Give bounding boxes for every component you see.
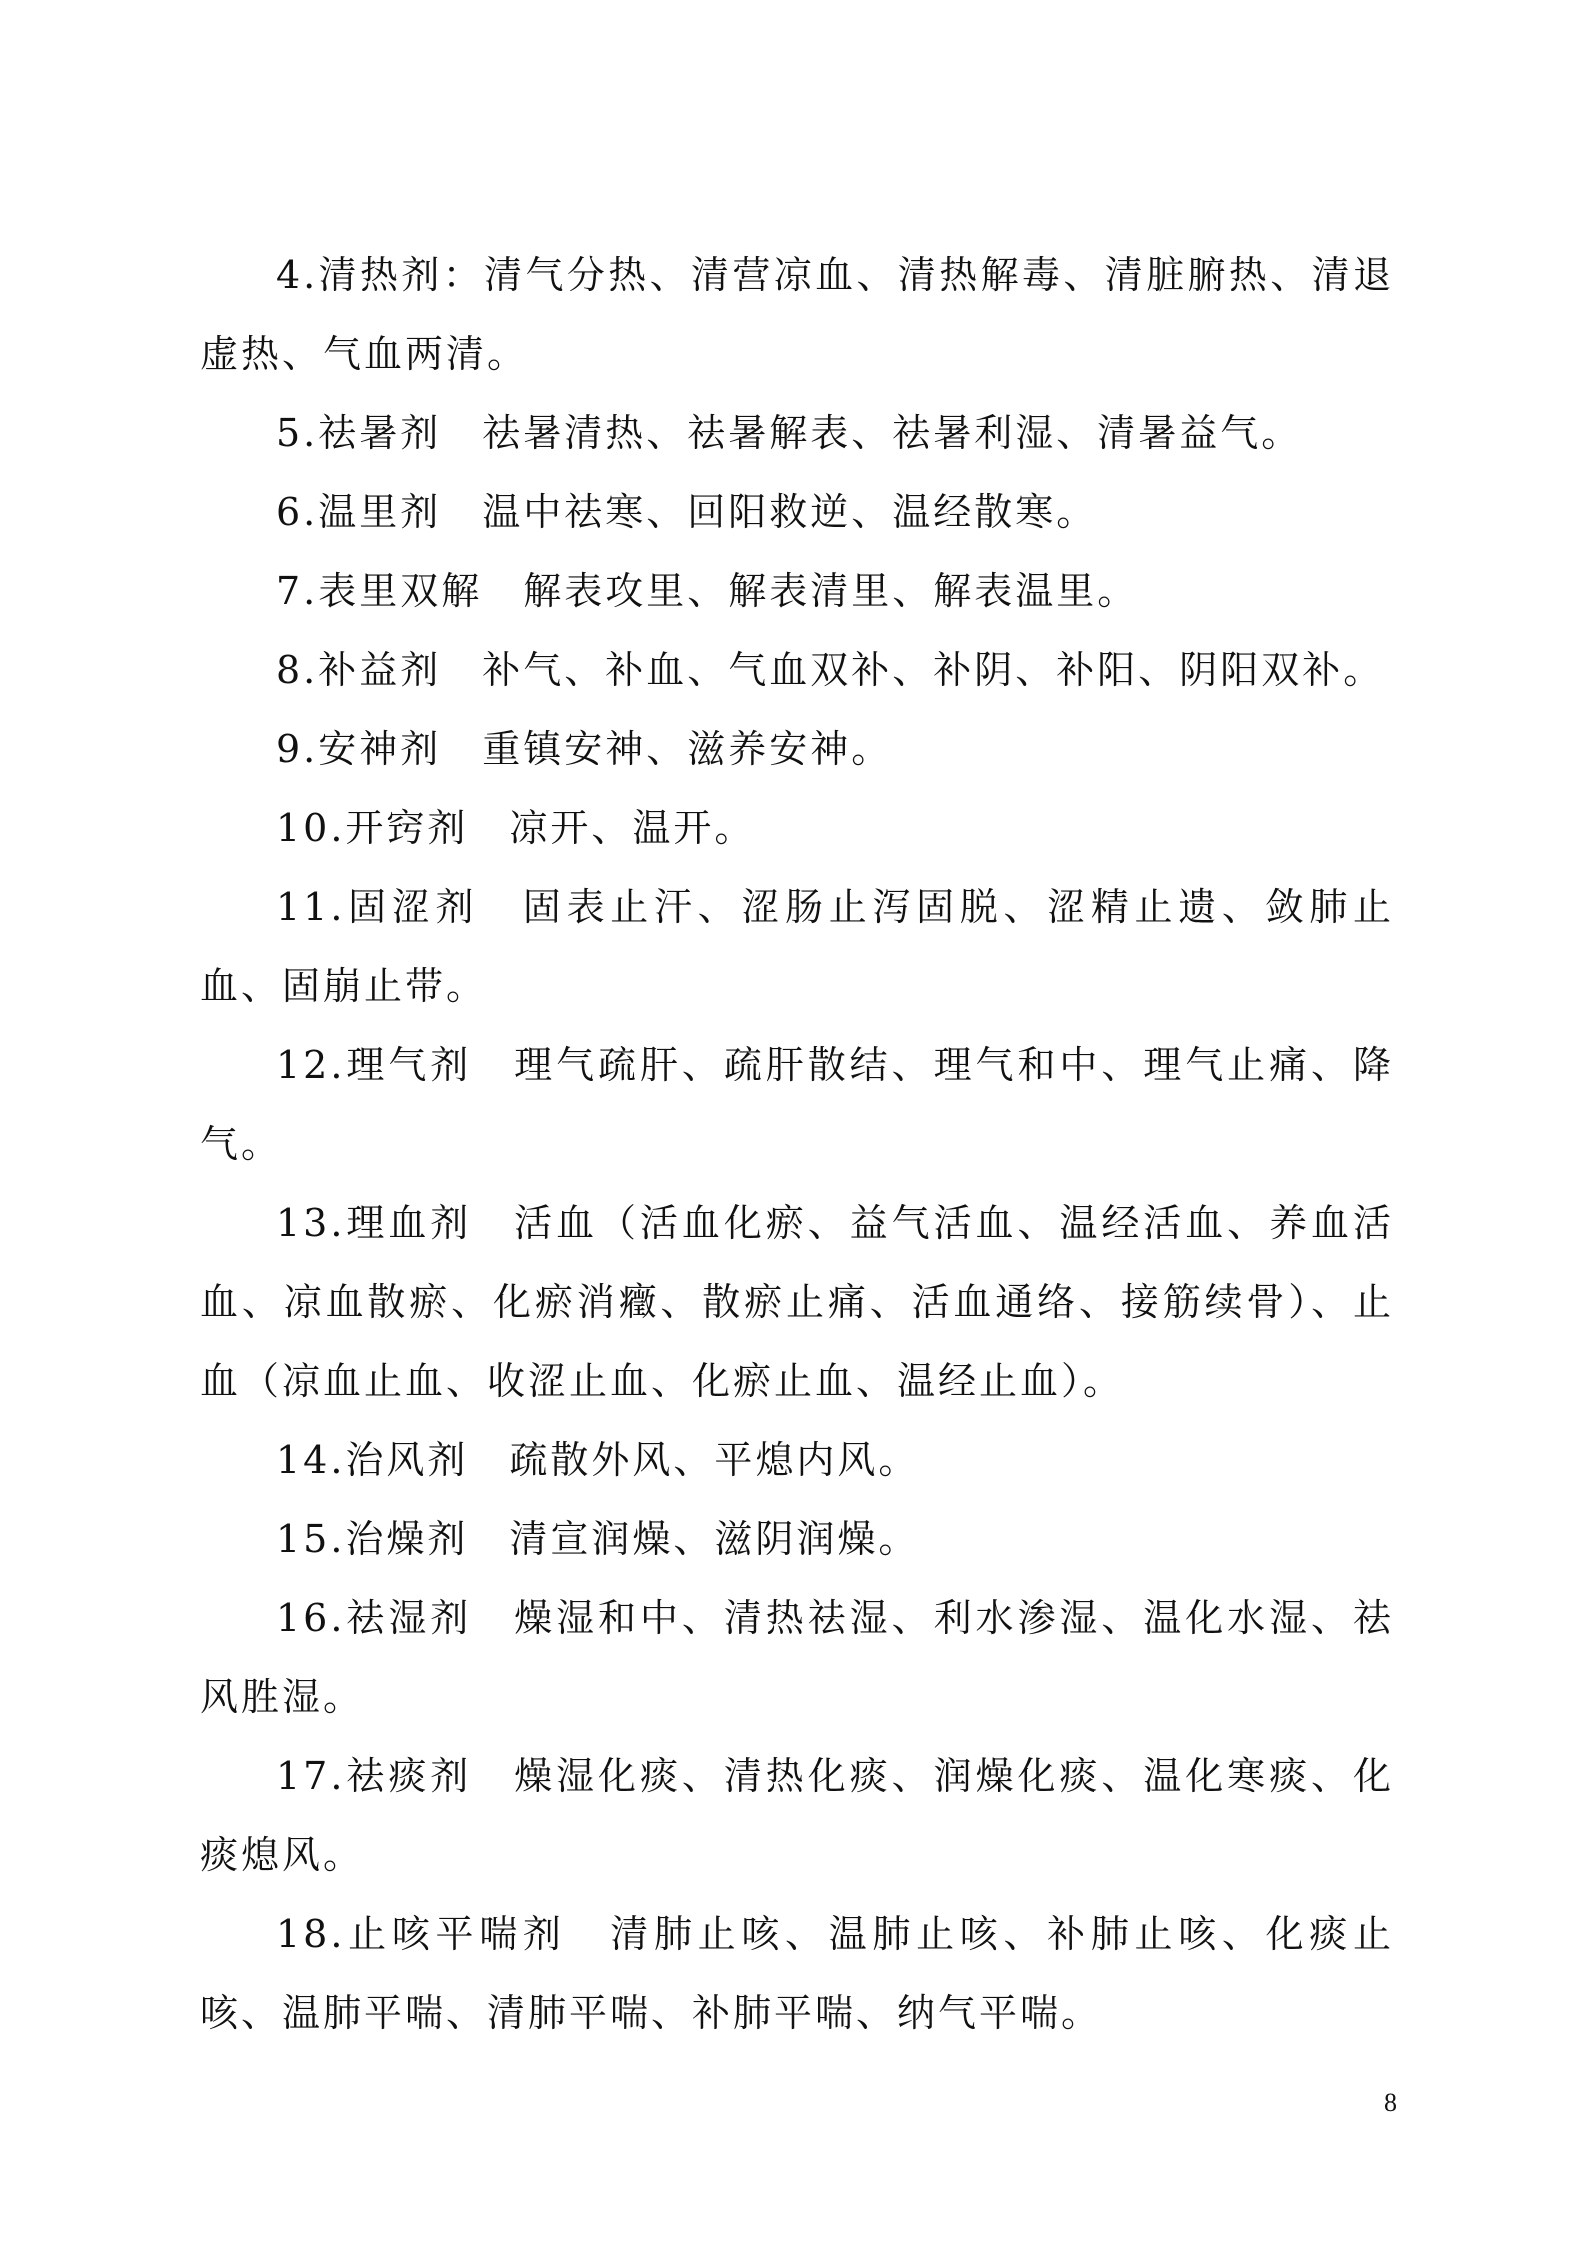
- paragraph-16: 16.祛湿剂 燥湿和中、清热祛湿、利水渗湿、温化水湿、祛风胜湿。: [200, 1596, 1394, 1719]
- page-number: 8: [1384, 2088, 1397, 2117]
- paragraph-9: 9.安神剂 重镇安神、滋养安神。: [276, 727, 893, 771]
- paragraph-14: 14.治风剂 疏散外风、平熄内风。: [276, 1438, 920, 1482]
- paragraph-10: 10.开窍剂 凉开、温开。: [276, 806, 756, 850]
- paragraph-15: 15.治燥剂 清宣润燥、滋阴润燥。: [276, 1517, 920, 1561]
- paragraph-13: 13.理血剂 活血（活血化瘀、益气活血、温经活血、养血活血、凉血散瘀、化瘀消癥、散瘀止痛、活血通络、接筋续骨）、止血（凉血止血、收涩止血、化瘀止血、温经止血）。: [200, 1201, 1394, 1403]
- paragraph-18: 18.止咳平喘剂 清肺止咳、温肺止咳、补肺止咳、化痰止咳、温肺平喘、清肺平喘、补肺平喘、纳气平喘。: [200, 1912, 1394, 2035]
- paragraph-6: 6.温里剂 温中祛寒、回阳救逆、温经散寒。: [276, 490, 1098, 534]
- paragraph-4: 4.清热剂：清气分热、清营凉血、清热解毒、清脏腑热、清退虚热、气血两清。: [200, 253, 1394, 376]
- paragraph-12: 12.理气剂 理气疏肝、疏肝散结、理气和中、理气止痛、降气。: [200, 1043, 1394, 1166]
- paragraph-5: 5.祛暑剂 祛暑清热、祛暑解表、祛暑利湿、清暑益气。: [276, 411, 1303, 455]
- paragraph-8: 8.补益剂 补气、补血、气血双补、补阴、补阳、阴阳双补。: [276, 648, 1385, 692]
- paragraph-17: 17.祛痰剂 燥湿化痰、清热化痰、润燥化痰、温化寒痰、化痰熄风。: [200, 1754, 1394, 1877]
- document-body: [200, 236, 1394, 2053]
- paragraph-7: 7.表里双解 解表攻里、解表清里、解表温里。: [276, 569, 1139, 613]
- paragraph-11: 11.固涩剂 固表止汗、涩肠止泻固脱、涩精止遗、敛肺止血、固崩止带。: [200, 885, 1394, 1008]
